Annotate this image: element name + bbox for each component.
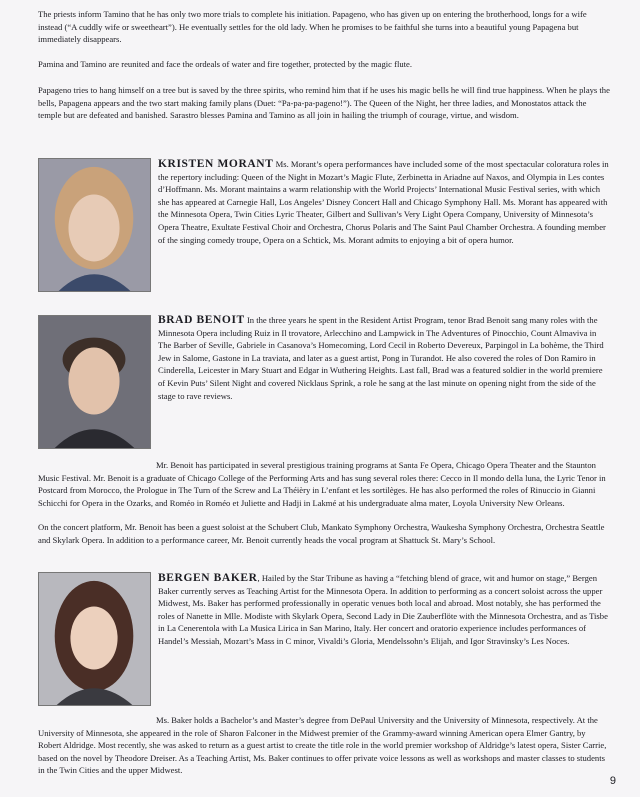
bio-bergen-baker (158, 572, 610, 648)
bio-name: KRISTEN MORANT (158, 158, 274, 170)
bio-kristen-morant (158, 158, 610, 246)
headshot-kristen-morant (38, 158, 151, 292)
bio-text: Ms. Morant’s opera performances have included some of the most spectacular coloratura roles in the repertory including: Queen of the Night in Mozart’s Magic Flute, Zerbinetta in Ariadne auf Naxos, and Olympia in Les contes d’Hoffmann. Ms. Morant maintains a warm relationship with the World Projects’ International Music Festival series, with which she has appeared at Carnegie Hall, Los Angeles’ Disney Concert Hall and Chicago Symphony Hall. Ms. Morant has appeared with the Minnesota Opera, Twin Cities Lyric Theater, Gilbert and Sullivan’s Very Light Opera Company, University of Minnesota’s Opera Theatre, Exultate Festival Choir and Orchestra, Chorus Polaris and The Saint Paul Chamber Orchestra. A founding member of the singing comedy troupe, Opera on a Schtick, Ms. Morant admits to enjoying a bit of opera humor. (158, 159, 609, 245)
page-number: 9 (609, 775, 616, 787)
bio-paragraph: Mr. Benoit has participated in several prestigious training programs at Santa Fe Opera, Chicago Opera Theater and the Staunton Music Festival. Mr. Benoit is a graduate of Chicago College of the Performing Arts and has sung several roles there: Cecco in Il mondo della luna, the Lyric Tenor in Postcard from Morocco, the Prologue in The Turn of the Screw and La Théièry in L’enfant et les sortilèges. He has also performed the roles of Rinuccio in Gianni Schicchi for Opera in the Ozarks, and Roméo in Roméo et Juliette and Hadji in Lakmé at his undergraduate alma mater, Loyola University New Orleans. (38, 460, 606, 508)
bio-paragraph: Ms. Baker holds a Bachelor’s and Master’s degree from DePaul University and the University of Minnesota, respectively. At the University of Minnesota, she appeared in the role of Sharon Falconer in the Midwest premier of the Grammy-award winning American opera Elmer Gantry, by Robert Aldridge. Most recently, she was asked to return as a guest artist to create the title role in the world premier workshop of Aldridge’s latest opera, Sister Carrie, based on the novel by Theodore Dreiser. As a Teaching Artist, Ms. Baker continues to offer private voice lessons as well as workshops and master classes to students in the Twin Cities and the upper Midwest. (38, 715, 607, 776)
synopsis-paragraph: Papageno tries to hang himself on a tree but is saved by the three spirits, who remind him that if he uses his magic bells he will find true happiness. When he plays the bells, Papagena appears and the two start making family plans (Duet: “Pa-pa-pa-pageno!”). The Queen of the Night, her three ladies, and Monostatos attack the temple but are defeated and banished. Sarastro blesses Pamina and Tamino as all join in hailing the triumph of courage, virtue, and wisdom. (38, 85, 610, 121)
bio-name: BRAD BENOIT (158, 314, 245, 326)
bio-brad-benoit (158, 314, 610, 402)
bio-text: In the three years he spent in the Resident Artist Program, tenor Brad Benoit sang many roles with the Minnesota Opera including Ruiz in Il trovatore, Arlecchino and Lampwick in The Adventures of Pinocchio, Count Almaviva in The Barber of Seville, Gabriele in Casanova’s Homecoming, Lord Cecil in Roberto Devereux, Parpingol in La bohème, the Third Jew in Salome, Gastone in La traviata, and later as a guest artist, Pong in Turandot. He also covered the roles of Don Ramiro in Cinderella, Leicester in Mary Stuart and Edgar in Wuthering Heights. Last fall, Brad was a featured soldier in the world premiere of Kevin Puts’ Silent Night and covered Nicklaus Sprink, a role he sang at the last minute on opening night from the side of the stage to rave reviews. (158, 315, 604, 401)
bio-name: BERGEN BAKER (158, 572, 258, 584)
bio-text: , Hailed by the Star Tribune as having a “fetching blend of grace, wit and humor on stage,” Bergen Baker currently serves as Teaching Artist for the Minnesota Opera. In addition to performing as a concert soloist across the upper Midwest, Ms. Baker has performed professionally in operatic venues both local and abroad. Most notably, she has performed the roles of Nanette in Mlle. Modiste with Skylark Opera, Second Lady in Die Zauberflöte with the Minnesota Orchestra, and as Tisbe in La Cenerentola with La Musica Lirica in San Marino, Italy. Her concert and oratorio experience includes performances of Handel’s Messiah, Mozart’s Mass in C minor, Vivaldi’s Gloria, Mendelssohn’s Elijah, and Igor Stravinsky’s Les Noces. (158, 573, 608, 646)
headshot-brad-benoit (38, 315, 151, 449)
bio-paragraph: On the concert platform, Mr. Benoit has been a guest soloist at the Schubert Club, Mankato Symphony Orchestra, Waukesha Symphony Orchestra, Orchestra Seattle and Skylark Opera. In addition to a performance career, Mr. Benoit currently heads the vocal program at Shattuck St. Mary’s School. (38, 522, 605, 545)
synopsis-paragraph: Pamina and Tamino are reunited and face the ordeals of water and fire together, protected by the magic flute. (38, 59, 412, 69)
headshot-bergen-baker (38, 572, 151, 706)
synopsis-paragraph: The priests inform Tamino that he has only two more trials to complete his initiation. Papageno, who has given up on entering the brotherhood, longs for a wife instead (“A cuddly wife or sweetheart”). He eventually settles for the old lady. When he promises to be faithful she turns into a beautiful young Papagena but immediately disappears. (38, 9, 587, 45)
